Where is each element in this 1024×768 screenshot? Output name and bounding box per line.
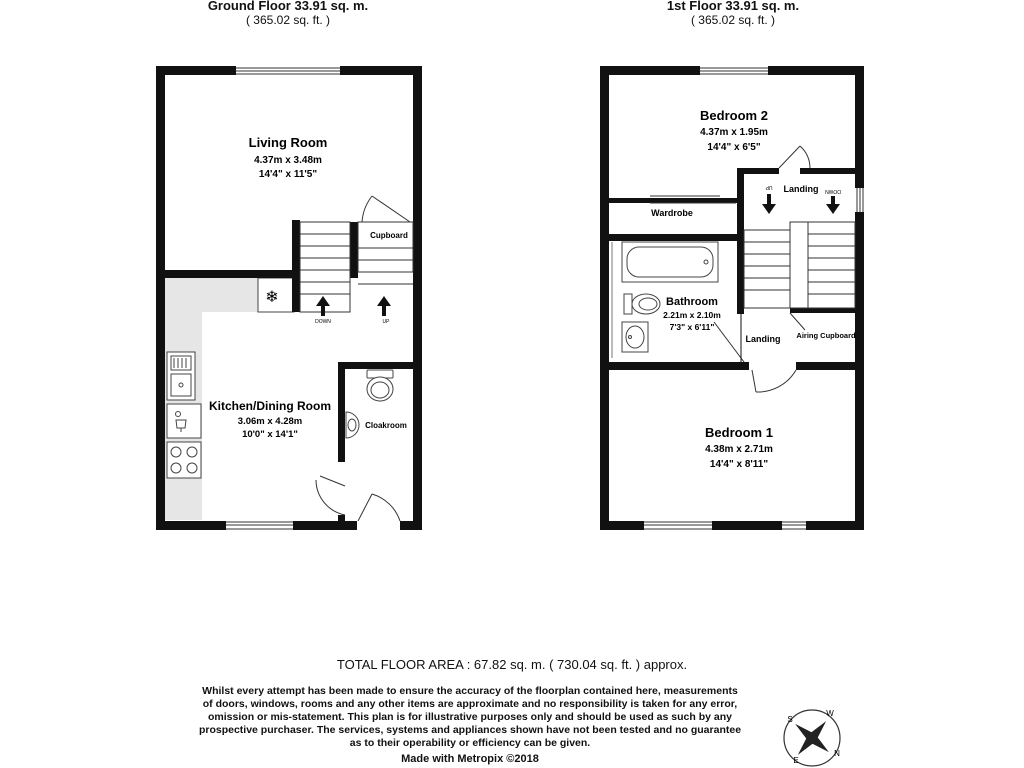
- made-with-credit: Made with Metropix ©2018: [401, 753, 539, 765]
- kitchen-metric: 3.06m x 4.28m: [237, 416, 303, 427]
- kitchen-window: [226, 522, 293, 529]
- compass-e: E: [793, 756, 799, 765]
- bathroom-name: Bathroom: [666, 296, 718, 308]
- disclaimer-line: as to their operability or efficiency can be given.: [349, 737, 591, 749]
- stair-label-up: UP: [382, 319, 390, 325]
- washer-icon: [167, 404, 201, 438]
- disclaimer: [180, 685, 760, 750]
- disclaimer-line: Whilst every attempt has been made to ensure the accuracy of the floorplan contained here, measurements: [202, 685, 738, 697]
- toilet-icon: [367, 370, 393, 401]
- kitchen-imperial: 10'0" x 14'1": [242, 429, 298, 440]
- hob-icon: [167, 442, 201, 478]
- landing-upper-label: Landing: [783, 184, 819, 194]
- bedroom1-name: Bedroom 1: [705, 425, 773, 440]
- bathroom-imperial: 7'3" x 6'11": [669, 322, 715, 332]
- cupboard-label: Cupboard: [370, 231, 408, 240]
- wardrobe-label: Wardrobe: [651, 208, 693, 218]
- kitchen-name: Kitchen/Dining Room: [209, 399, 331, 413]
- bathroom-metric: 2.21m x 2.10m: [663, 310, 721, 320]
- compass-s: S: [787, 715, 793, 724]
- stair-arrow-down: [316, 296, 330, 316]
- bedroom1-metric: 4.38m x 2.71m: [705, 444, 773, 455]
- first-stair-label-down: DOWN: [825, 188, 841, 194]
- first-stair-arrow-up: [762, 194, 776, 214]
- first-stair-arrow-down: [826, 196, 840, 214]
- snowflake-icon: ❄: [265, 289, 279, 306]
- first-staircase: [744, 222, 855, 308]
- cloakroom-label: Cloakroom: [365, 421, 407, 430]
- landing-lower-label: Landing: [745, 334, 781, 344]
- disclaimer-line: omission or mis-statement. This plan is for illustrative purposes only and should be used as such by any: [208, 711, 732, 723]
- stair-label-down: DOWN: [315, 319, 331, 325]
- first-stair-label-up: UP: [765, 184, 773, 190]
- entrance-doors: [316, 476, 400, 521]
- disclaimer-line: prospective purchaser. The services, systems and appliances shown have not been tested and no guarantee: [198, 724, 742, 736]
- ground-floor-plan: [156, 66, 422, 530]
- stair-arrow-up: [377, 296, 391, 316]
- compass-w: W: [826, 709, 834, 718]
- compass-n: N: [834, 749, 840, 758]
- first-floor-plan: [600, 66, 864, 530]
- cupboard-door: [362, 196, 410, 222]
- basin-icon: [346, 412, 359, 438]
- total-floor-area: TOTAL FLOOR AREA : 67.82 sq. m. ( 730.04 sq. ft. ) approx.: [336, 657, 688, 672]
- landing-doors: [714, 313, 805, 392]
- living-room-imperial: 14'4" x 11'5": [258, 169, 318, 180]
- patio-door: [236, 68, 340, 74]
- living-room-metric: 4.37m x 3.48m: [254, 155, 322, 166]
- bedroom2-metric: 4.37m x 1.95m: [700, 127, 768, 138]
- ground-floor-subtitle: ( 365.02 sq. ft. ): [245, 13, 331, 27]
- bathroom-basin-icon: [622, 322, 648, 352]
- ground-floor-title: Ground Floor 33.91 sq. m.: [207, 0, 369, 13]
- bedroom2-name: Bedroom 2: [700, 108, 768, 123]
- sink-icon: [167, 352, 195, 400]
- airing-cupboard-label: Airing Cupboard: [796, 331, 856, 340]
- first-floor-subtitle: ( 365.02 sq. ft. ): [690, 13, 776, 27]
- bedroom2-door: [779, 146, 810, 168]
- bedroom2-imperial: 14'4" x 6'5": [707, 142, 761, 153]
- disclaimer-line: of doors, windows, rooms and any other items are approximate and no responsibility is taken for any error,: [202, 698, 738, 710]
- living-room-name: Living Room: [248, 135, 328, 150]
- bathroom-toilet-icon: [624, 294, 660, 314]
- bedroom1-imperial: 14'4" x 8'11": [709, 459, 769, 470]
- first-floor-title: 1st Floor 33.91 sq. m.: [666, 0, 800, 13]
